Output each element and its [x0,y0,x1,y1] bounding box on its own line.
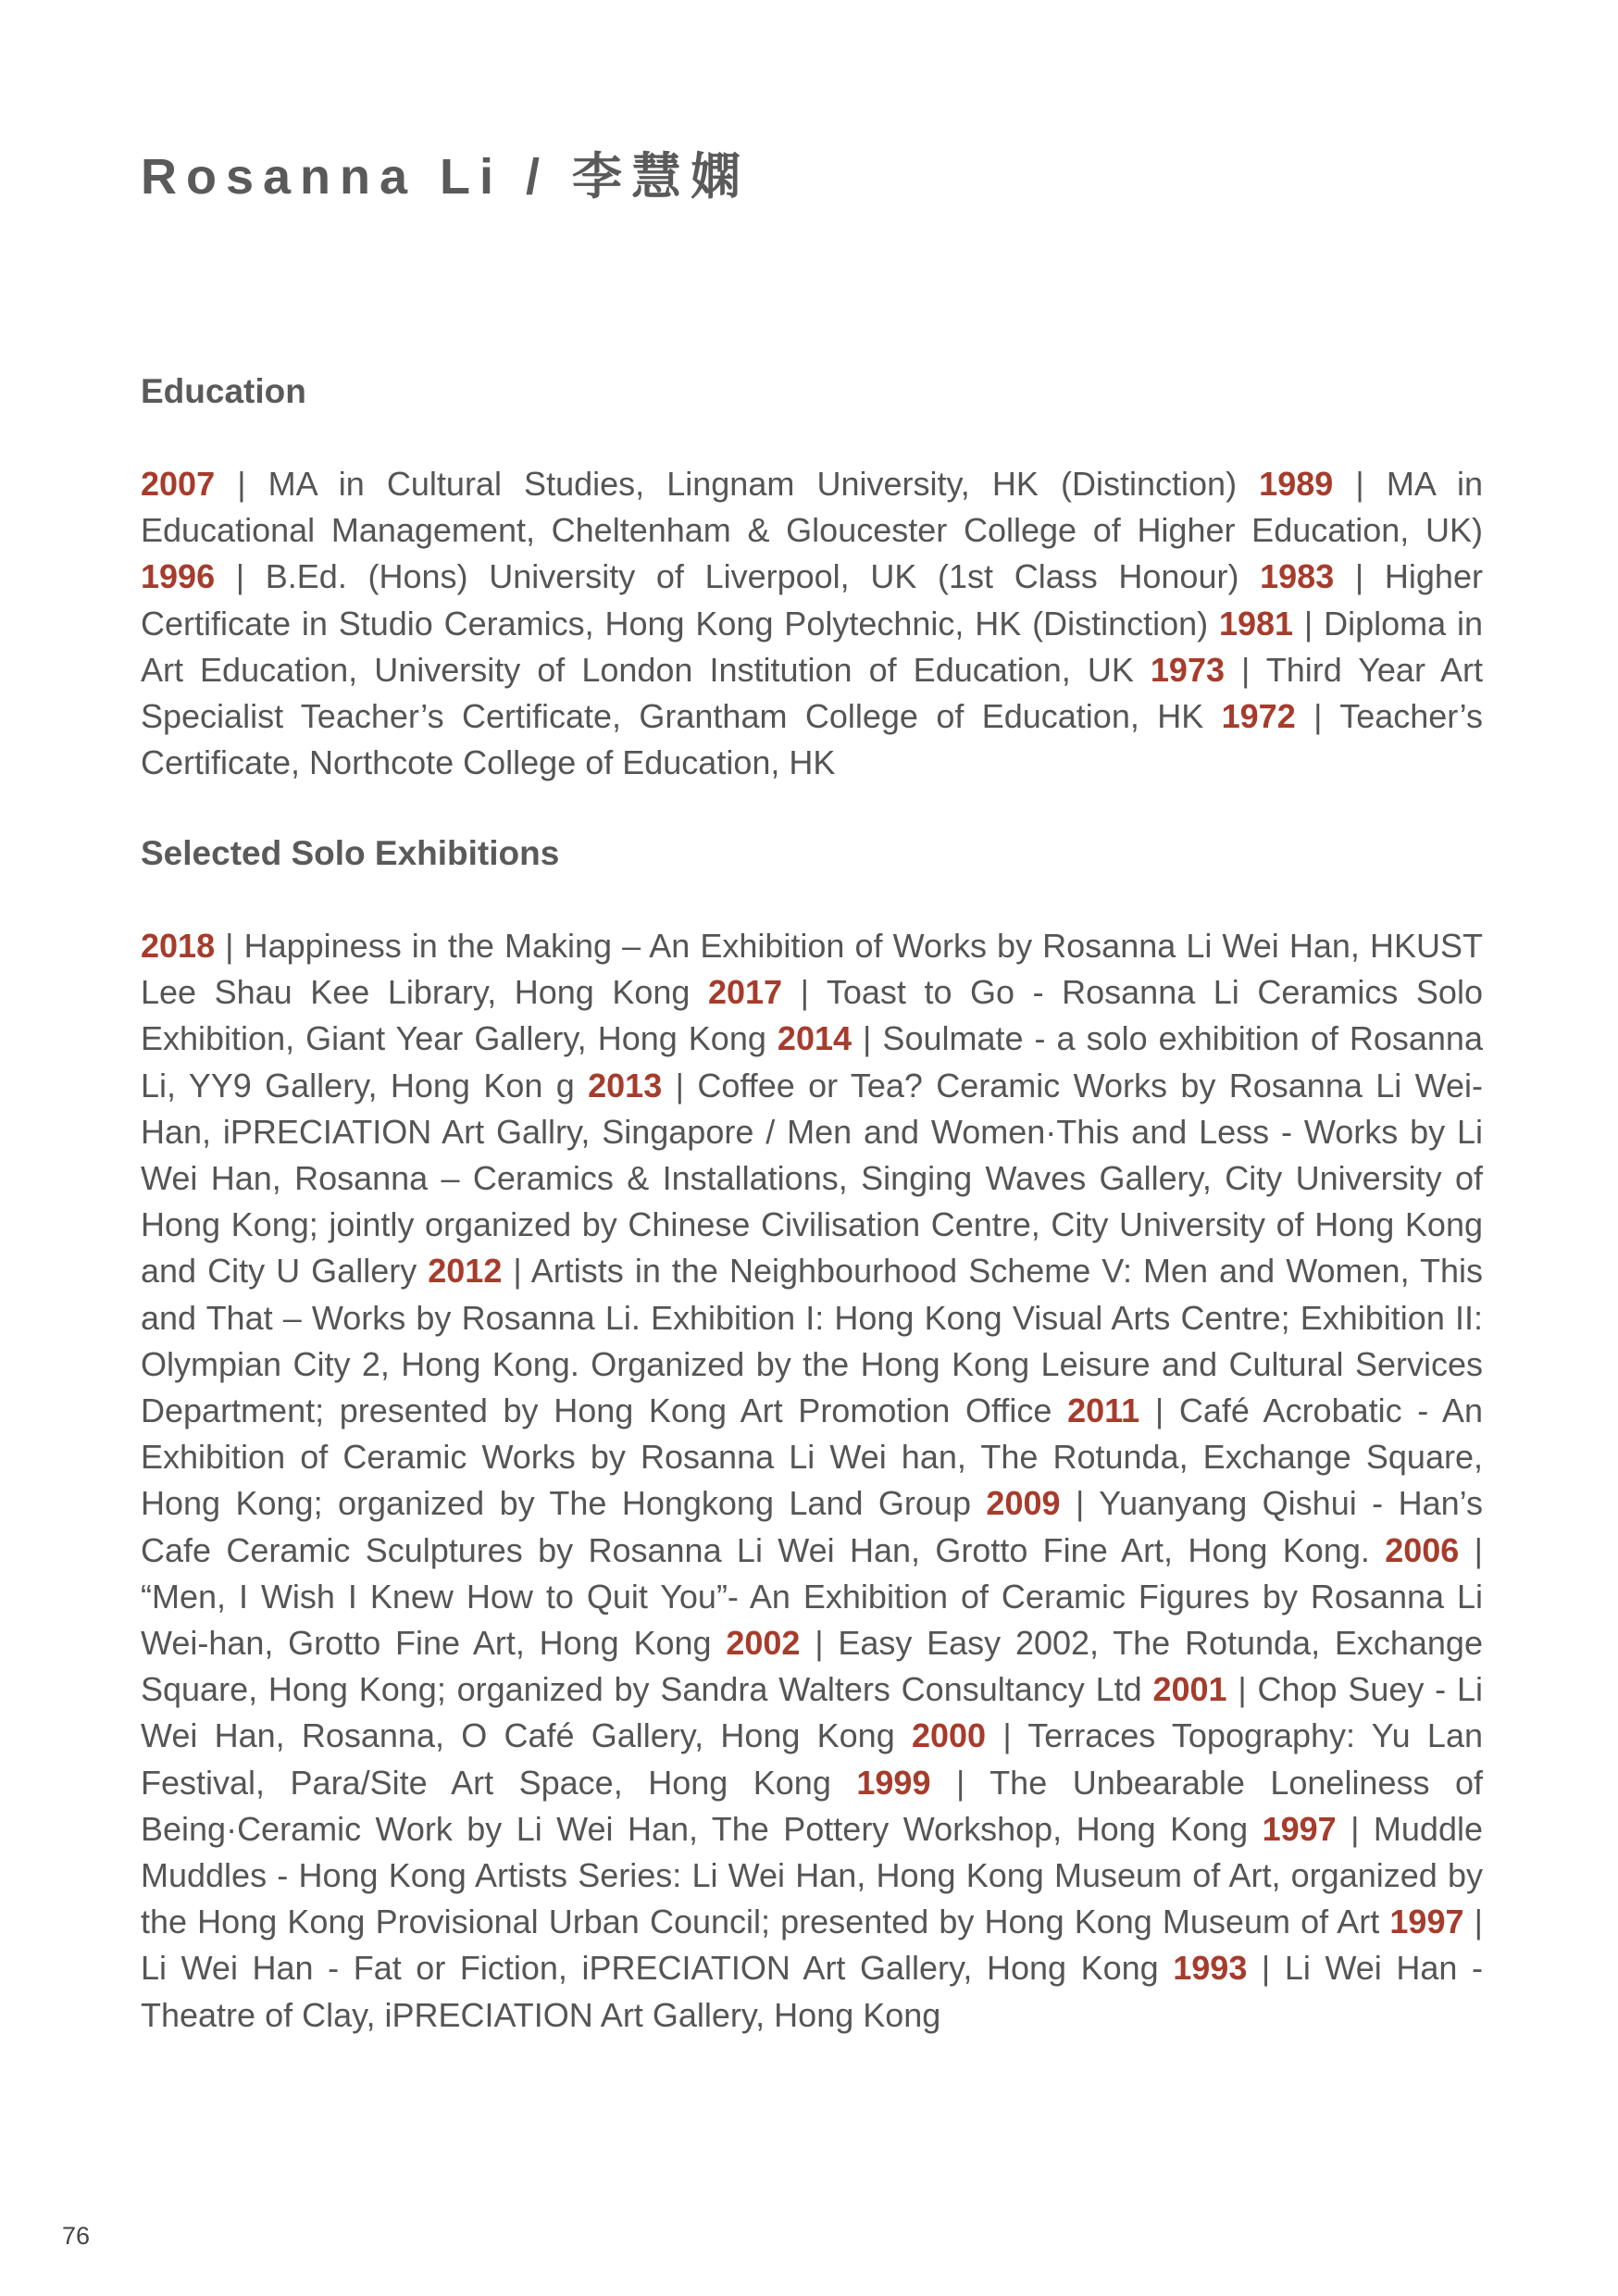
entry-text: | Diploma in Art Education, University of London Institution of Education, UK [141,604,1483,689]
entry-year: 2001 [1152,1670,1227,1709]
entry-text: | B.Ed. (Hons) University of Liverpool, UK (1st Class Honour) [235,557,1239,596]
education-heading: Education [141,372,306,410]
page-number: 76 [62,2222,91,2250]
entry-year: 2011 [1067,1391,1140,1430]
education-section [141,368,1483,786]
entry-text: | Chop Suey - Li Wei Han, Rosanna, O Café Gallery, Hong Kong [141,1670,1483,1755]
entry-year: 1993 [1173,1949,1248,1988]
entry-item [141,557,1238,595]
page-title: Rosanna Li / 李慧嫻 [141,149,751,205]
entry-year: 2000 [911,1716,987,1755]
entry-text: | MA in Cultural Studies, Lingnam University, HK (Distinction) [237,465,1238,503]
entry-text: | Coffee or Tea? Ceramic Works by Rosanna Li Wei-Han, iPRECIATION Art Gallry, Singapore / Men and Women·This and Less - Works by Li Wei Han, Rosanna – Ceramics & Installations, Singing Waves Gallery, City University of Hong Kong; jointly organized by Chinese Civilisation Centre, City University of Hong Kong and City U Gallery [141,1066,1483,1291]
entry-year: 2009 [986,1484,1061,1523]
entry-text: | Muddle Muddles - Hong Kong Artists Series: Li Wei Han, Hong Kong Museum of Art, organized by the Hong Kong Provisional Urban Council; presented by Hong Kong Museum of Art [141,1809,1483,1941]
education-list [141,461,1483,786]
entry-text: | Terraces Topography: Yu Lan Festival, Para/Site Art Space, Hong Kong [141,1716,1483,1802]
entry-year: 1983 [1260,557,1335,596]
entry-year: 1989 [1259,465,1334,503]
entry-year: 1996 [141,557,216,596]
entry-year: 2012 [428,1252,503,1291]
entry-text: | Toast to Go - Rosanna Li Ceramics Solo Exhibition, Giant Year Gallery, Hong Kong [141,973,1483,1058]
entry-text: | “Men, I Wish I Knew How to Quit You”- An Exhibition of Ceramic Figures by Rosanna Li Wei-han, Grotto Fine Art, Hong Kong [141,1530,1483,1663]
entry-text: | Teacher’s Certificate, Northcote College of Education, HK [141,697,1483,782]
entry-year: 1981 [1218,604,1294,643]
entry-year: 1997 [1262,1809,1337,1848]
entry-year: 1973 [1150,650,1225,689]
entry-text: | Café Acrobatic - An Exhibition of Ceramic Works by Rosanna Li Wei han, The Rotunda, Exchange Square, Hong Kong; organized by The Hongkong Land Group [141,1391,1483,1523]
entry-text: | Artists in the Neighbourhood Scheme V: Men and Women, This and That – Works by Rosanna Li. Exhibition I: Hong Kong Visual Arts Centre; Exhibition II: Olympian City 2, Hong Kong. Organized by the Hong Kong Leisure and Cultural Services Department; presented by Hong Kong Art Promotion Office [141,1252,1483,1430]
entry-year: 1997 [1389,1903,1464,1941]
entry-text: | Li Wei Han - Theatre of Clay, iPRECIATION Art Gallery, Hong Kong [141,1949,1483,2034]
entry-year: 1972 [1221,697,1296,736]
entry-year: 2014 [777,1019,853,1058]
entry-text: | Yuanyang Qishui - Han’s Cafe Ceramic Sculptures by Rosanna Li Wei Han, Grotto Fine Art, Hong Kong. [141,1484,1483,1569]
entry-year: 2013 [588,1066,663,1104]
entry-year: 2007 [141,465,216,503]
entry-text: | Third Year Art Specialist Teacher’s Certificate, Grantham College of Education, HK [141,650,1483,736]
entry-year: 1999 [856,1763,931,1802]
entry-text: | Happiness in the Making – An Exhibition of Works by Rosanna Li Wei Han, HKUST Lee Shau Kee Library, Hong Kong [141,927,1483,1012]
entry-text: | Li Wei Han - Fat or Fiction, iPRECIATION Art Gallery, Hong Kong [141,1903,1483,1988]
entry-text: | The Unbearable Loneliness of Being·Ceramic Work by Li Wei Han, The Pottery Workshop, Hong Kong [141,1763,1484,1848]
entry-text: | MA in Educational Management, Cheltenham & Gloucester College of Higher Education, UK) [141,465,1483,550]
entry-year: 2017 [707,973,783,1012]
entry-text: | Soulmate - a solo exhibition of Rosanna Li, YY9 Gallery, Hong Kon g [141,1019,1483,1104]
solo-exhibitions-list [141,923,1483,2039]
entry-year: 2002 [726,1624,801,1663]
solo-exhibitions-section [141,830,1483,2039]
entry-year: 2006 [1385,1530,1460,1569]
entry-text: | Easy Easy 2002, The Rotunda, Exchange Square, Hong Kong; organized by Sandra Walters Consultancy Ltd [141,1624,1483,1709]
entry-item [141,465,1237,503]
entry-text: | Higher Certificate in Studio Ceramics, Hong Kong Polytechnic, HK (Distinction) [141,557,1483,643]
entry-year: 2018 [141,927,216,965]
solo-exhibitions-heading: Selected Solo Exhibitions [141,834,560,872]
